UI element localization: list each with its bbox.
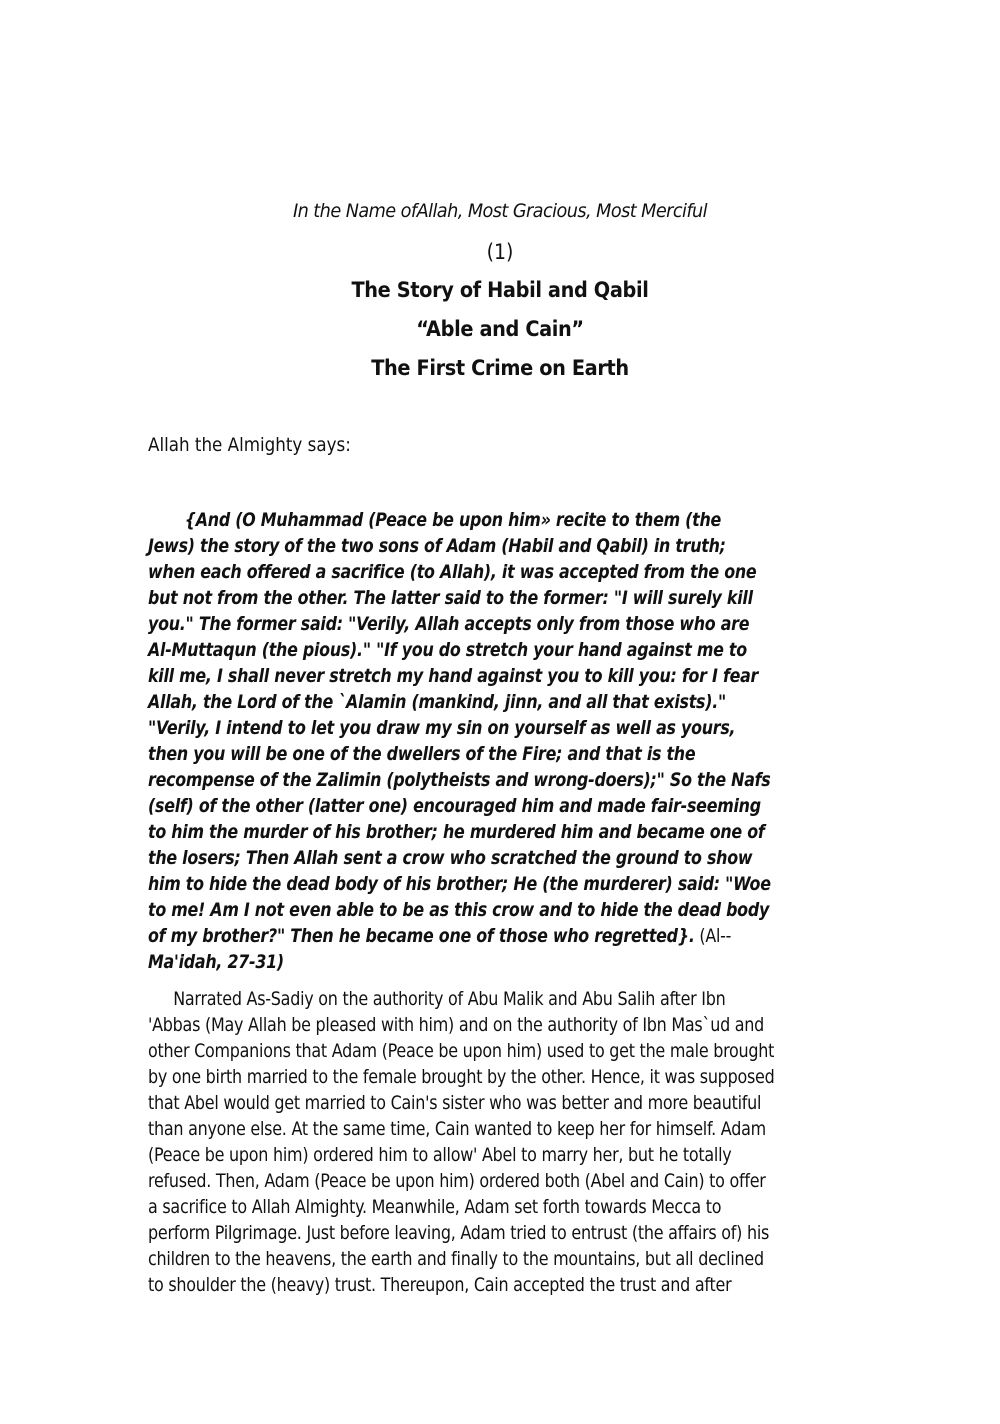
chapter-number: (1)	[486, 240, 514, 264]
narration-line: refused. Then, Adam (Peace be upon him) ordered both (Abel and Cain) to offer	[148, 1170, 766, 1192]
basmala: In the Name ofAllah, Most Gracious, Most Merciful	[292, 200, 708, 222]
chapter-subtitle: “Able and Cain”	[416, 317, 584, 341]
narration-line: by one birth married to the female brought by the other. Hence, it was supposed	[148, 1066, 775, 1088]
chapter-title: The Story of Habil and Qabil	[351, 278, 649, 302]
quran-passage	[148, 507, 868, 975]
passage-line: Jews) the story of the two sons of Adam (Habil and Qabil) in truth;	[148, 535, 726, 557]
passage-line: Allah, the Lord of the `Alamin (mankind, jinn, and all that exists)."	[148, 691, 727, 713]
passage-line: {And (O Muhammad (Peace be upon him» recite to them (the	[184, 509, 722, 531]
passage-line-last	[148, 923, 749, 949]
chapter-subtitle-2: The First Crime on Earth	[371, 356, 629, 380]
narration-line: children to the heavens, the earth and finally to the mountains, but all declined	[148, 1248, 764, 1270]
passage-line: you." The former said: "Verily, Allah accepts only from those who are	[148, 613, 750, 635]
narration-line: Narrated As-Sadiy on the authority of Abu Malik and Abu Salih after Ibn	[173, 988, 726, 1010]
narration-line: than anyone else. At the same time, Cain wanted to keep her for himself. Adam	[148, 1118, 766, 1140]
surah-reference-cont: Ma'idah, 27-31)	[148, 951, 284, 973]
narration-line: 'Abbas (May Allah be pleased with him) and on the authority of Ibn Mas`ud and	[148, 1014, 765, 1036]
passage-line: to him the murder of his brother; he murdered him and became one of	[148, 821, 765, 843]
narration-line: perform Pilgrimage. Just before leaving, Adam tried to entrust (the affairs of) his	[148, 1222, 770, 1244]
passage-line: the losers; Then Allah sent a crow who scratched the ground to show	[148, 847, 753, 869]
passage-line: then you will be one of the dwellers of the Fire; and that is the	[148, 743, 696, 765]
narration-paragraph	[148, 986, 868, 1298]
passage-line: kill me, I shall never stretch my hand against you to kill you: for I fear	[148, 665, 759, 687]
passage-line: "Verily, I intend to let you draw my sin on yourself as well as yours,	[148, 717, 736, 739]
passage-line: when each offered a sacrifice (to Allah), it was accepted from the one	[148, 561, 757, 583]
passage-line: Al-Muttaqun (the pious)." "If you do stretch your hand against me to	[148, 639, 747, 661]
narration-line: (Peace be upon him) ordered him to allow' Abel to marry her, but he totally	[148, 1144, 732, 1166]
surah-reference: (Al--	[694, 925, 732, 947]
passage-line: to me! Am I not even able to be as this crow and to hide the dead body	[148, 899, 770, 921]
passage-line: him to hide the dead body of his brother; He (the murderer) said: "Woe	[148, 873, 771, 895]
narration-line: other Companions that Adam (Peace be upon him) used to get the male brought	[148, 1040, 775, 1062]
passage-line: but not from the other. The latter said to the former: "I will surely kill	[148, 587, 753, 609]
narration-line: a sacrifice to Allah Almighty. Meanwhile, Adam set forth towards Mecca to	[148, 1196, 722, 1218]
passage-line: (self) of the other (latter one) encouraged him and made fair-seeming	[148, 795, 761, 817]
narration-line: that Abel would get married to Cain's sister who was better and more beautiful	[148, 1092, 762, 1114]
passage-text: of my brother?" Then he became one of those who regretted}.	[148, 925, 695, 947]
intro-text: Allah the Almighty says:	[148, 434, 351, 456]
narration-line: to shoulder the (heavy) trust. Thereupon, Cain accepted the trust and after	[148, 1274, 732, 1296]
passage-line: recompense of the Zalimin (polytheists and wrong-doers);" So the Nafs	[148, 769, 771, 791]
